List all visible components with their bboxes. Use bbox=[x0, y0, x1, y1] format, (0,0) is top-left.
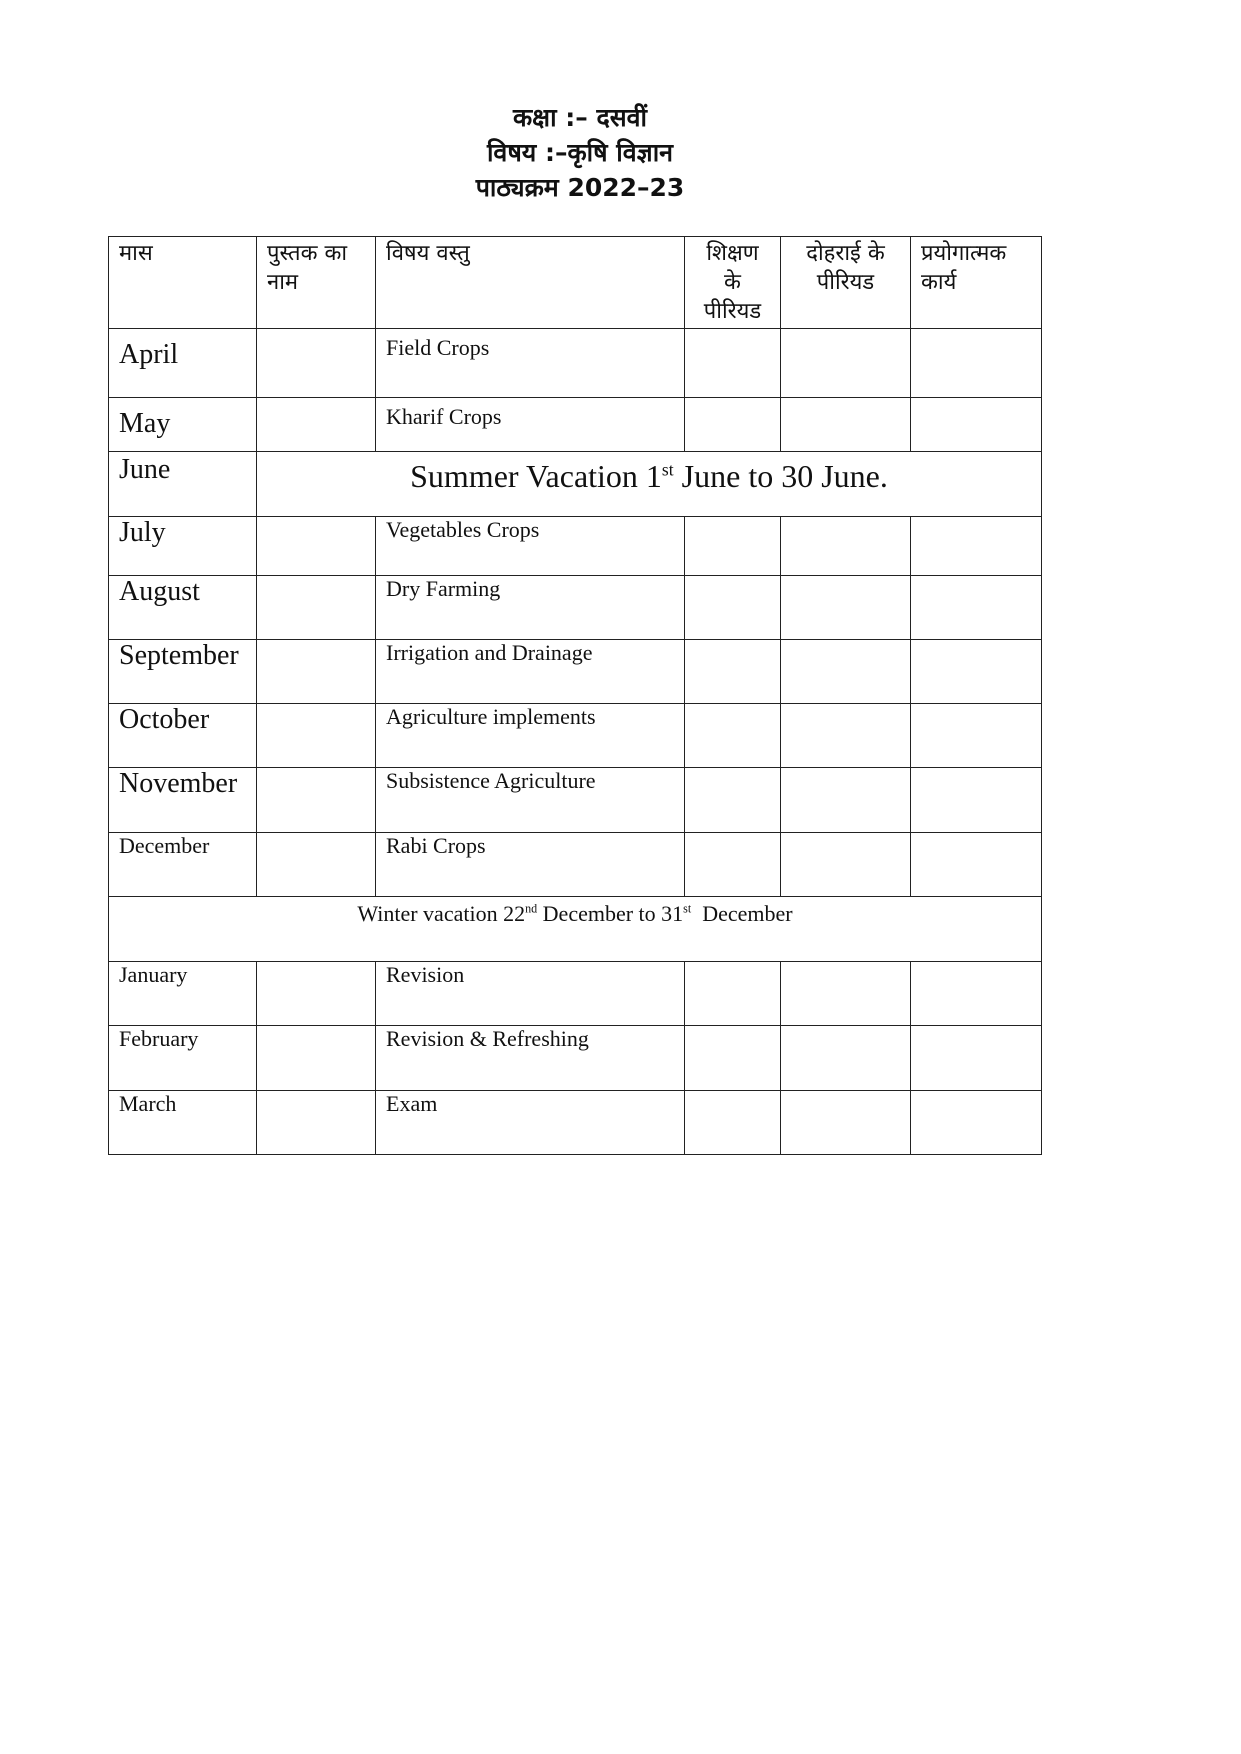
subject-title: विषय :–कृषि विज्ञान bbox=[486, 138, 674, 167]
practical-work-cell bbox=[911, 640, 1042, 704]
column-header-practical-work: प्रयोगात्मक कार्य bbox=[911, 237, 1042, 329]
topic-cell: Exam bbox=[376, 1091, 685, 1155]
table-row bbox=[109, 704, 1042, 768]
teaching-periods-cell bbox=[685, 1091, 781, 1155]
revision-periods-cell bbox=[781, 329, 911, 398]
month-cell: November bbox=[109, 768, 257, 833]
book-cell bbox=[257, 640, 376, 704]
book-cell bbox=[257, 1091, 376, 1155]
teaching-periods-cell bbox=[685, 768, 781, 833]
table-row bbox=[109, 962, 1042, 1026]
topic-cell: Dry Farming bbox=[376, 576, 685, 640]
practical-work-cell bbox=[911, 704, 1042, 768]
book-cell bbox=[257, 962, 376, 1026]
class-title: कक्षा :– दसवीं bbox=[512, 103, 648, 132]
column-header-revision-periods: दोहराई के पीरियड bbox=[781, 237, 911, 329]
practical-work-cell bbox=[911, 517, 1042, 576]
book-cell bbox=[257, 768, 376, 833]
teaching-periods-cell bbox=[685, 1026, 781, 1091]
topic-cell: Subsistence Agriculture bbox=[376, 768, 685, 833]
topic-cell: Vegetables Crops bbox=[376, 517, 685, 576]
practical-work-cell bbox=[911, 768, 1042, 833]
topic-cell: Irrigation and Drainage bbox=[376, 640, 685, 704]
practical-work-cell bbox=[911, 1026, 1042, 1091]
column-header-teaching-periods: शिक्षण के पीरियड bbox=[685, 237, 781, 329]
teaching-periods-cell bbox=[685, 962, 781, 1026]
topic-cell: Field Crops bbox=[376, 329, 685, 398]
column-header-content: विषय वस्तु bbox=[376, 237, 685, 329]
revision-periods-cell bbox=[781, 640, 911, 704]
teaching-periods-cell bbox=[685, 329, 781, 398]
practical-work-cell bbox=[911, 1091, 1042, 1155]
book-cell bbox=[257, 517, 376, 576]
revision-periods-cell bbox=[781, 398, 911, 452]
month-cell: December bbox=[109, 833, 257, 897]
revision-periods-cell bbox=[781, 704, 911, 768]
column-header-book-name: पुस्तक का नाम bbox=[257, 237, 376, 329]
teaching-periods-cell bbox=[685, 640, 781, 704]
table-row bbox=[109, 517, 1042, 576]
book-cell bbox=[257, 398, 376, 452]
teaching-periods-cell bbox=[685, 704, 781, 768]
teaching-periods-cell bbox=[685, 833, 781, 897]
table-row bbox=[109, 452, 1042, 517]
revision-periods-cell bbox=[781, 833, 911, 897]
topic-cell: Agriculture implements bbox=[376, 704, 685, 768]
revision-periods-cell bbox=[781, 576, 911, 640]
month-cell: October bbox=[109, 704, 257, 768]
practical-work-cell bbox=[911, 962, 1042, 1026]
table-row bbox=[109, 897, 1042, 962]
book-cell bbox=[257, 329, 376, 398]
practical-work-cell bbox=[911, 576, 1042, 640]
book-cell bbox=[257, 576, 376, 640]
table-row bbox=[109, 329, 1042, 398]
summer-vacation-note: Summer Vacation 1st June to 30 June. bbox=[257, 452, 1042, 517]
practical-work-cell bbox=[911, 329, 1042, 398]
book-cell bbox=[257, 833, 376, 897]
practical-work-cell bbox=[911, 833, 1042, 897]
month-cell: June bbox=[109, 452, 257, 517]
practical-work-cell bbox=[911, 398, 1042, 452]
syllabus-table bbox=[108, 236, 1042, 1155]
month-cell: February bbox=[109, 1026, 257, 1091]
month-cell: January bbox=[109, 962, 257, 1026]
table-row bbox=[109, 1026, 1042, 1091]
table-row bbox=[109, 833, 1042, 897]
syllabus-year-title: पाठ्यक्रम 2022–23 bbox=[475, 173, 685, 202]
revision-periods-cell bbox=[781, 768, 911, 833]
month-cell: May bbox=[109, 398, 257, 452]
topic-cell: Kharif Crops bbox=[376, 398, 685, 452]
book-cell bbox=[257, 1026, 376, 1091]
document-heading bbox=[0, 100, 1160, 205]
revision-periods-cell bbox=[781, 1026, 911, 1091]
revision-periods-cell bbox=[781, 1091, 911, 1155]
table-row bbox=[109, 768, 1042, 833]
month-cell: September bbox=[109, 640, 257, 704]
table-row bbox=[109, 398, 1042, 452]
topic-cell: Revision bbox=[376, 962, 685, 1026]
teaching-periods-cell bbox=[685, 398, 781, 452]
teaching-periods-cell bbox=[685, 517, 781, 576]
topic-cell: Revision & Refreshing bbox=[376, 1026, 685, 1091]
column-header-month: मास bbox=[109, 237, 257, 329]
month-cell: August bbox=[109, 576, 257, 640]
topic-cell: Rabi Crops bbox=[376, 833, 685, 897]
table-row bbox=[109, 576, 1042, 640]
table-row bbox=[109, 640, 1042, 704]
month-cell: April bbox=[109, 329, 257, 398]
month-cell: July bbox=[109, 517, 257, 576]
month-cell: March bbox=[109, 1091, 257, 1155]
table-header-row bbox=[109, 237, 1042, 329]
book-cell bbox=[257, 704, 376, 768]
revision-periods-cell bbox=[781, 962, 911, 1026]
revision-periods-cell bbox=[781, 517, 911, 576]
winter-vacation-note: Winter vacation 22nd December to 31st December bbox=[109, 897, 1042, 962]
table-row bbox=[109, 1091, 1042, 1155]
teaching-periods-cell bbox=[685, 576, 781, 640]
